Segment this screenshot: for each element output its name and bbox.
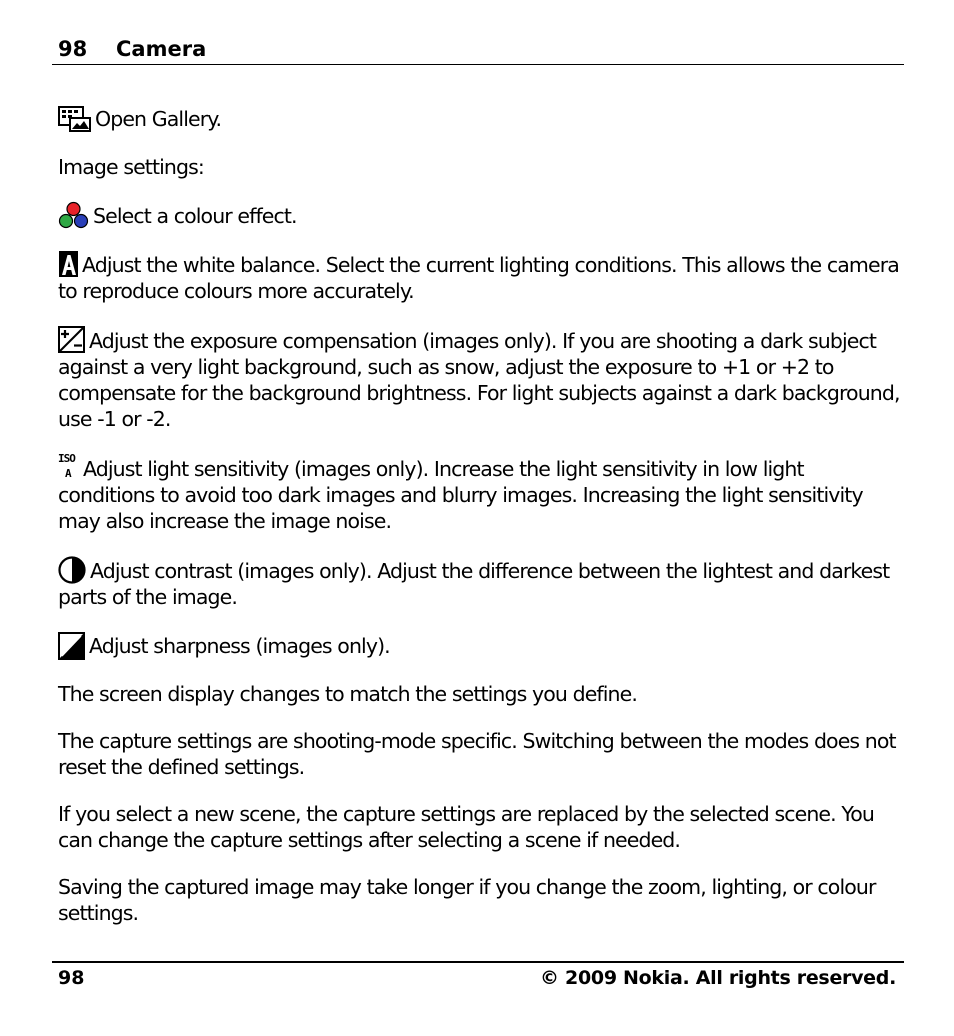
iso-icon xyxy=(58,454,80,482)
contrast-paragraph xyxy=(58,556,904,610)
exposure-icon xyxy=(58,326,85,353)
open-gallery-paragraph xyxy=(58,106,904,132)
iso-label-bottom: A xyxy=(65,467,71,480)
capture-settings-text: The capture settings are shooting-mode specific. Switching between the modes does not reset the defined settings. xyxy=(58,729,896,779)
sharpness-icon xyxy=(58,632,85,660)
contrast-icon xyxy=(58,556,86,584)
colour-effect-icon xyxy=(58,201,89,229)
image-settings-text: Image settings: xyxy=(58,155,204,179)
saving-text: Saving the captured image may take longer if you change the zoom, lighting, or colour settings. xyxy=(58,875,876,925)
sharpness-text: Adjust sharpness (images only). xyxy=(89,634,390,658)
page-content xyxy=(58,104,904,926)
footer-page-number: 98 xyxy=(58,967,85,989)
header-section-title: Camera xyxy=(116,37,207,61)
exposure-text: Adjust the exposure compensation (images only). If you are shooting a dark subject against a very light background, such as snow, adjust the exposure to +1 or +2 to compensate for the background brightness. For light subjects against a dark background, use -1 or -2. xyxy=(58,329,900,431)
footer-copyright: © 2009 Nokia. All rights reserved. xyxy=(540,967,896,989)
exposure-paragraph xyxy=(58,326,904,432)
contrast-text: Adjust contrast (images only). Adjust the difference between the lightest and darkest parts of the image. xyxy=(58,559,890,609)
page-header xyxy=(52,34,904,65)
screen-display-text: The screen display changes to match the settings you define. xyxy=(58,682,637,706)
white-balance-icon xyxy=(58,251,79,277)
sensitivity-paragraph xyxy=(58,454,904,534)
sensitivity-text: Adjust light sensitivity (images only). Increase the light sensitivity in low light conditions to avoid too dark images and blurry images. Increasing the light sensitivity may also increase the image noise. xyxy=(58,457,863,533)
white-balance-paragraph xyxy=(58,251,904,304)
sharpness-paragraph xyxy=(58,632,904,660)
iso-label-top: ISO xyxy=(58,452,75,465)
new-scene-text: If you select a new scene, the capture settings are replaced by the selected scene. You can change the capture settings after selecting a scene if needed. xyxy=(58,802,875,852)
open-gallery-text: Open Gallery. xyxy=(95,107,222,131)
gallery-icon xyxy=(58,106,91,132)
header-page-number: 98 xyxy=(58,37,88,61)
colour-effect-paragraph xyxy=(58,201,904,229)
colour-effect-text: Select a colour effect. xyxy=(93,204,297,228)
white-balance-text: Adjust the white balance. Select the current lighting conditions. This allows the camera to reproduce colours more accurately. xyxy=(58,253,899,303)
page-footer xyxy=(52,961,904,993)
